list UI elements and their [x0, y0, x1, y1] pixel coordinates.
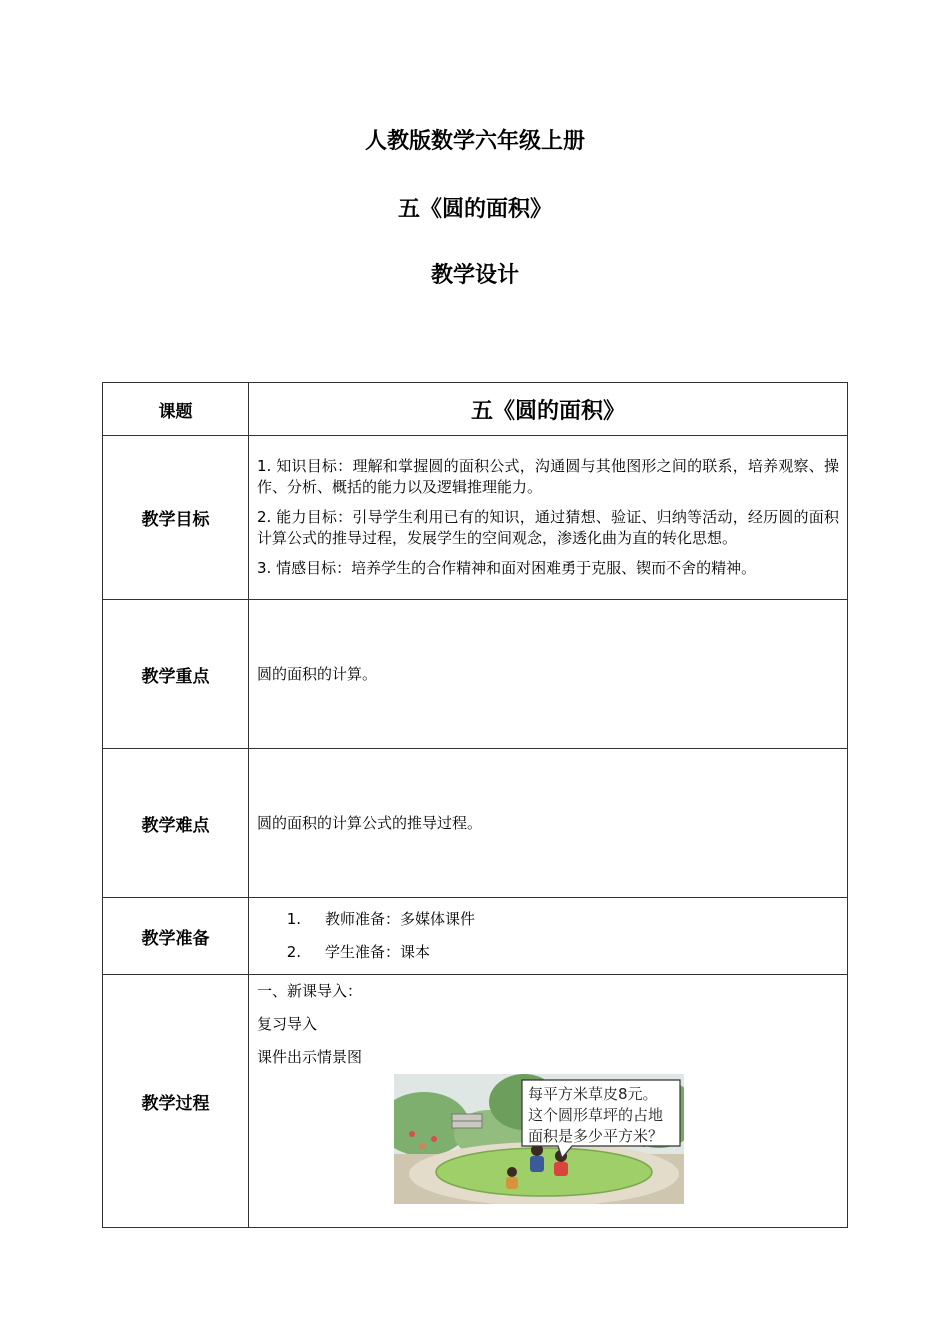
prep-item-text: 学生准备：课本 — [325, 943, 431, 961]
prep-item-text: 教师准备：多媒体课件 — [325, 910, 476, 928]
speech-bubble — [528, 1084, 678, 1147]
label-topic: 课题 — [103, 383, 249, 436]
label-process: 教学过程 — [103, 975, 249, 1228]
bubble-line: 每平方米草皮8元。 — [528, 1085, 658, 1103]
doc-title-line2: 五《圆的面积》 — [397, 197, 552, 222]
row-preparation — [103, 898, 848, 975]
process-line: 课件出示情景图 — [257, 1048, 363, 1066]
process-line: 复习导入 — [257, 1015, 318, 1033]
doc-title-line3: 教学设计 — [430, 263, 519, 288]
objective-item: 1. 知识目标：理解和掌握圆的面积公式，沟通圆与其他图形之间的联系，培养观察、操作、分析、概括的能力以及逻辑推理能力。 — [257, 457, 839, 496]
row-process — [103, 975, 848, 1228]
prep-item — [257, 903, 839, 936]
value-preparation — [249, 898, 848, 975]
process-line: 一、新课导入： — [257, 982, 363, 1000]
value-difficulty: 圆的面积的计算公式的推导过程。 — [249, 749, 848, 898]
row-topic — [103, 383, 848, 436]
prep-item-number: 1. — [286, 910, 301, 928]
row-key-point — [103, 600, 848, 749]
doc-title-line1: 人教版数学六年级上册 — [364, 129, 585, 154]
bubble-line: 这个圆形草坪的占地 — [528, 1106, 664, 1124]
prep-item-number: 2. — [286, 943, 301, 961]
prep-item — [257, 936, 839, 969]
objective-item: 3. 情感目标：培养学生的合作精神和面对困难勇于克服、锲而不舍的精神。 — [257, 559, 757, 577]
row-objectives — [103, 436, 848, 600]
label-difficulty: 教学难点 — [103, 749, 249, 898]
lesson-plan-table — [102, 382, 848, 1228]
objective-item: 2. 能力目标：引导学生利用已有的知识，通过猜想、验证、归纳等活动，经历圆的面积计算公式的推导过程，发展学生的空间观念，渗透化曲为直的转化思想。 — [257, 508, 839, 547]
value-objectives — [249, 436, 848, 600]
bubble-line: 面积是多少平方米？ — [528, 1127, 664, 1145]
label-objectives: 教学目标 — [103, 436, 249, 600]
row-difficulty — [103, 749, 848, 898]
label-key-point: 教学重点 — [103, 600, 249, 749]
value-process — [249, 975, 848, 1228]
scene-illustration — [394, 1074, 684, 1204]
label-preparation: 教学准备 — [103, 898, 249, 975]
value-key-point: 圆的面积的计算。 — [249, 600, 848, 749]
value-topic: 五《圆的面积》 — [249, 383, 848, 436]
